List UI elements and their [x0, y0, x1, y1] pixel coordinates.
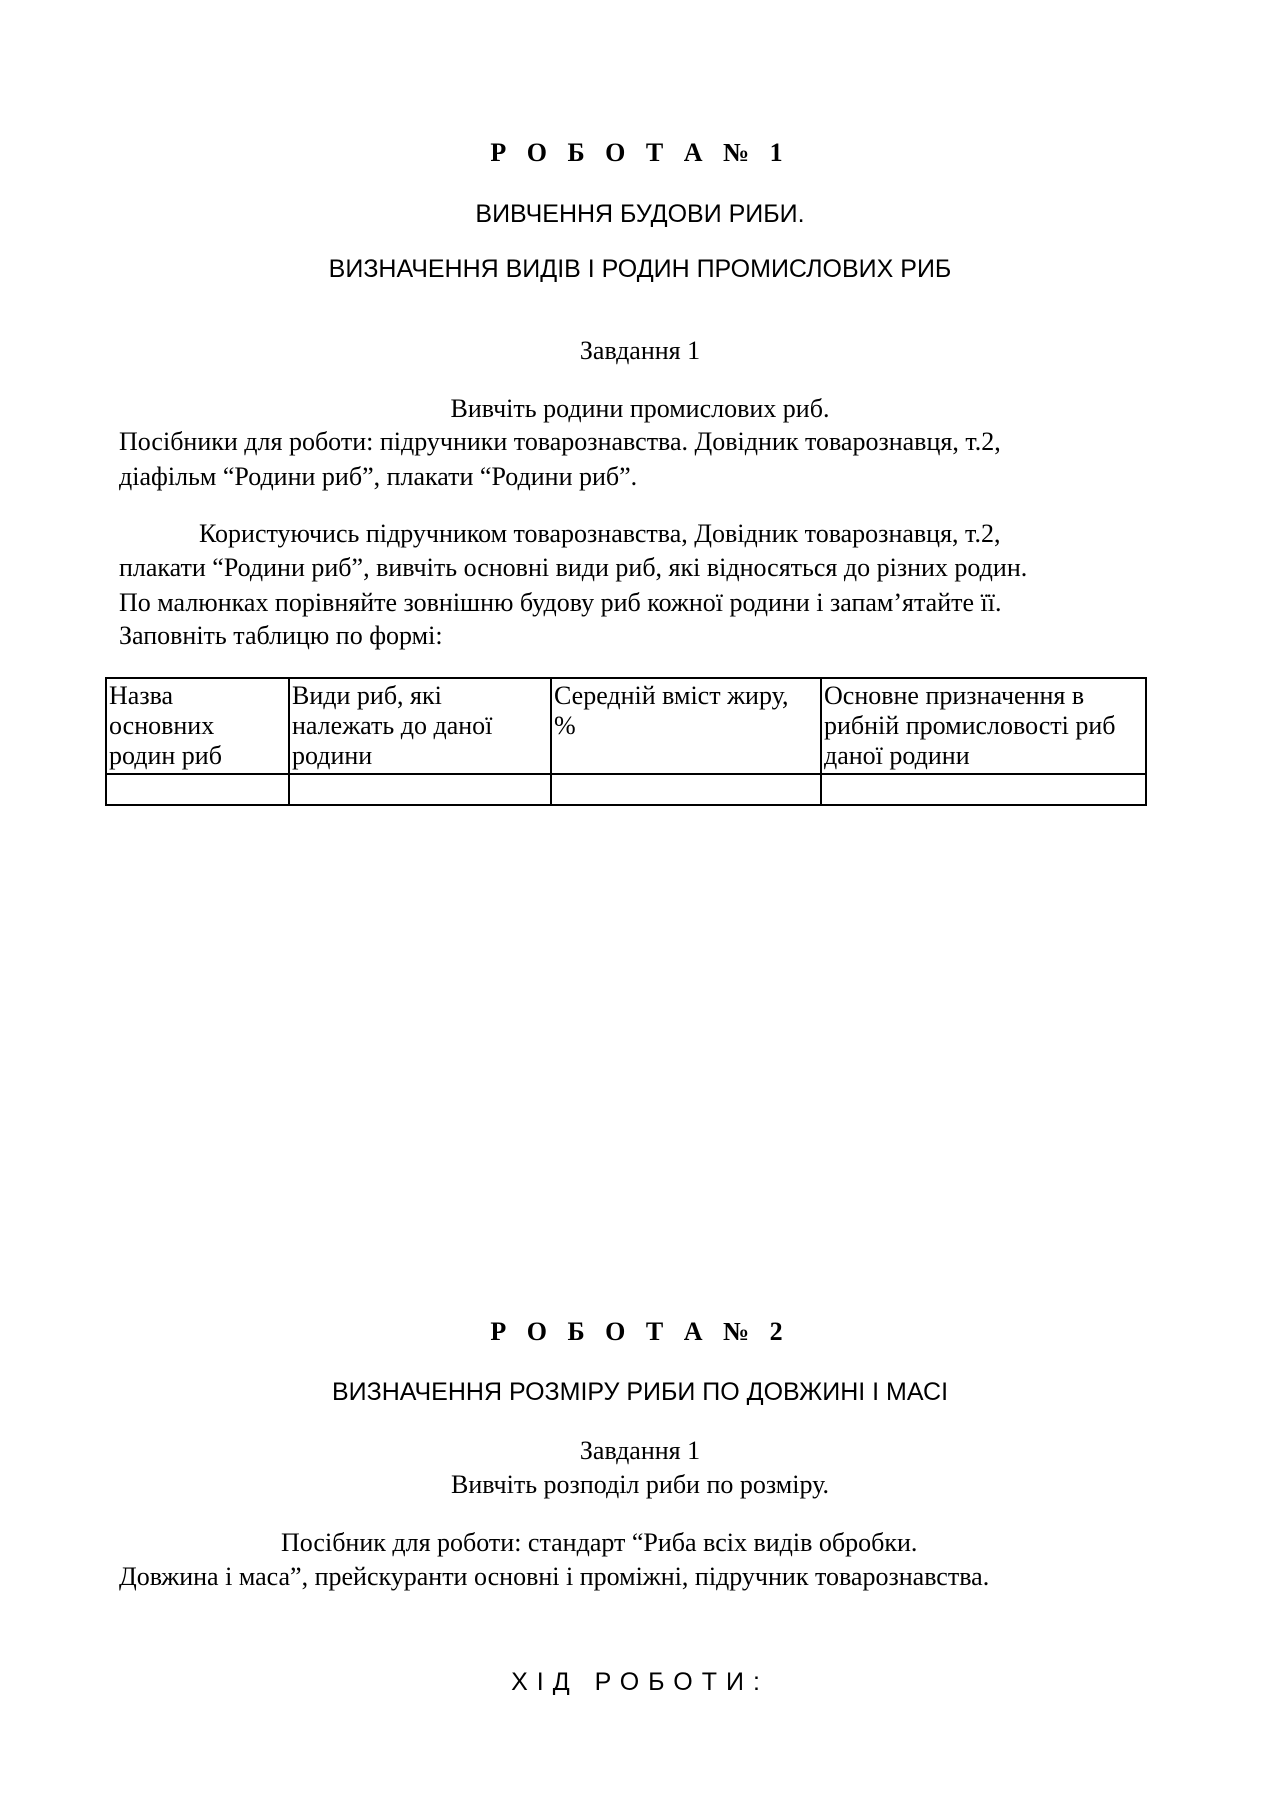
work1-aids-line2: діафільм “Родини риб”, плакати “Родини риб”. — [119, 462, 638, 491]
work2-title: ВИЗНАЧЕННЯ РОЗМІРУ РИБИ ПО ДОВЖИНІ І МАСІ — [331, 1378, 949, 1406]
table-header-cell: Назва основних родин риб — [106, 678, 289, 774]
work1-task-text: Вивчіть родини промислових риб. — [450, 394, 830, 423]
work1-aids-line1: Посібники для роботи: підручники товарознавства. Довідник товарознавця, т.2, — [119, 427, 1001, 456]
table-header-row — [106, 678, 1146, 774]
work1-paragraph-line1: Користуючись підручником товарознавства, Довідник товарознавця, т.2, — [199, 519, 1001, 548]
table-row — [106, 774, 1146, 805]
work2-task-text: Вивчіть розподіл риби по розміру. — [450, 1470, 830, 1499]
work1-paragraph-line4: Заповніть таблицю по формі: — [119, 621, 443, 650]
work1-task-label: Завдання 1 — [579, 336, 701, 365]
table-cell[interactable] — [106, 774, 289, 805]
table-header-cell: Види риб, які належать до даної родини — [289, 678, 551, 774]
table-cell[interactable] — [821, 774, 1146, 805]
table-header-cell: Основне призначення в рибній промисловості риб даної родини — [821, 678, 1146, 774]
work2-task-label: Завдання 1 — [579, 1436, 701, 1465]
work1-title-line2: ВИЗНАЧЕННЯ ВИДІВ І РОДИН ПРОМИСЛОВИХ РИБ — [328, 255, 952, 283]
work2-progress-heading: ХІД РОБОТИ: — [511, 1668, 769, 1696]
work1-heading: Р О Б О Т А № 1 — [490, 138, 790, 167]
work2-aids-line2: Довжина і маса”, прейскуранти основні і проміжні, підручник товарознавства. — [119, 1562, 990, 1591]
work1-paragraph-line3: По малюнках порівняйте зовнішню будову риб кожної родини і запам’ятайте її. — [119, 588, 1002, 617]
work1-paragraph-line2: плакати “Родини риб”, вивчіть основні види риб, які відносяться до різних родин. — [119, 553, 1028, 582]
fish-families-table — [105, 677, 1147, 806]
table-header-cell: Середній вміст жиру, % — [551, 678, 821, 774]
work1-title-line1: ВИВЧЕННЯ БУДОВИ РИБИ. — [475, 200, 805, 228]
work2-heading: Р О Б О Т А № 2 — [490, 1317, 790, 1346]
work2-aids-line1: Посібник для роботи: стандарт “Риба всіх видів обробки. — [281, 1528, 918, 1557]
table-cell[interactable] — [551, 774, 821, 805]
table-cell[interactable] — [289, 774, 551, 805]
